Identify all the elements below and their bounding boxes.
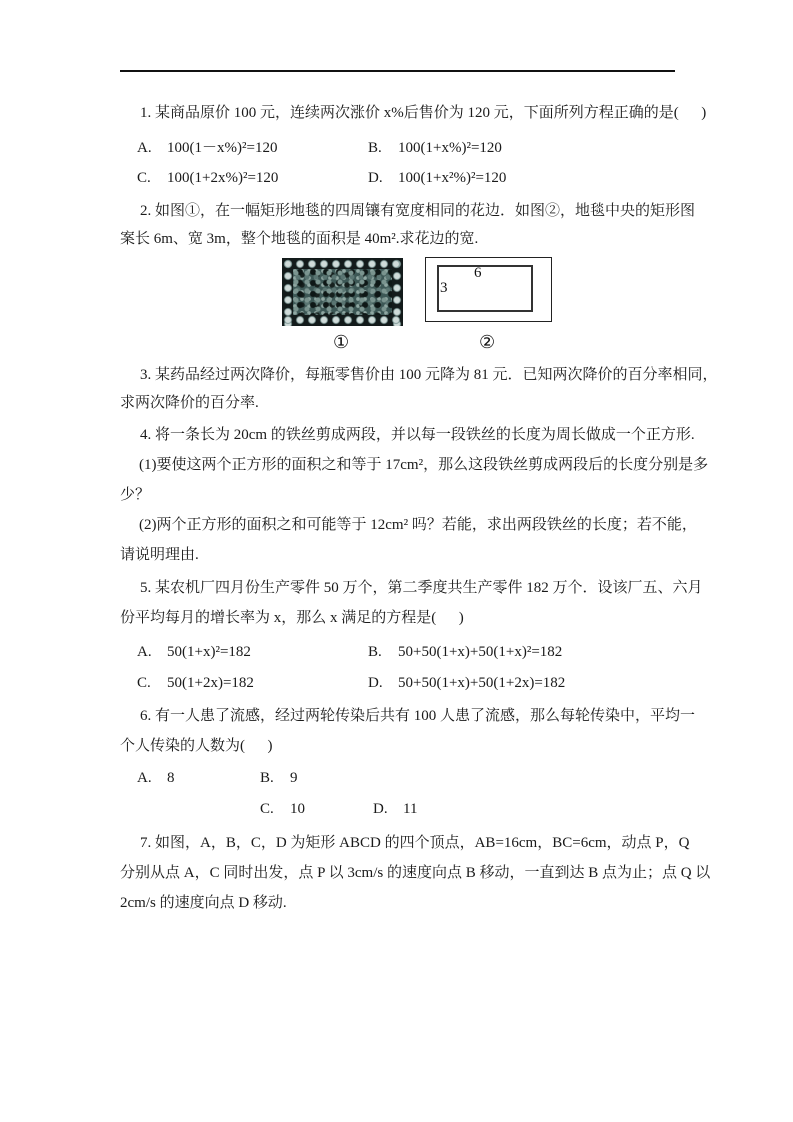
- q6-option-a-text: 8: [167, 770, 175, 786]
- q4-part1-line2: 少？: [120, 487, 151, 503]
- figure1-caption: ①: [333, 332, 350, 352]
- q5-option-a-text: 50(1+x)²=182: [167, 644, 251, 660]
- q6-option-c: [260, 800, 305, 819]
- q4-part2-line1: (2)两个正方形的面积之和可能等于 12cm² 吗？若能，求出两段铁丝的长度；若不能，: [139, 517, 697, 533]
- q5-option-d-text: 50+50(1+x)+50(1+2x)=182: [398, 675, 566, 691]
- q2-line1: 2. 如图①，在一幅矩形地毯的四周镶有宽度相同的花边．如图②，地毯中央的矩形图: [140, 203, 696, 219]
- q7-line3: 2cm/s 的速度向点 D 移动.: [120, 895, 287, 911]
- q5-option-d: [368, 674, 565, 693]
- q6-option-c-text: 10: [290, 801, 305, 817]
- q1-option-d-label: D.: [368, 170, 383, 186]
- q6-option-d-label: D.: [373, 801, 388, 817]
- q6-option-a-label: A.: [137, 770, 152, 786]
- figure2-width-label: 3: [440, 280, 448, 296]
- q1-option-c-label: C.: [137, 170, 151, 186]
- q1-option-b: [368, 139, 502, 158]
- q6-line1: 6. 有一人患了流感，经过两轮传染后共有 100 人患了流感，那么每轮传染中，平均一: [140, 708, 696, 724]
- q1-option-c-text: 100(1+2x%)²=120: [167, 170, 279, 186]
- q6-option-b-text: 9: [290, 770, 298, 786]
- q5-option-b-text: 50+50(1+x)+50(1+x)²=182: [398, 644, 563, 660]
- q5-option-b: [368, 643, 562, 662]
- q5-line1: 5. 某农机厂四月份生产零件 50 万个，第二季度共生产零件 182 万个．设该厂五、六月: [140, 580, 703, 596]
- q6-option-c-label: C.: [260, 801, 274, 817]
- q7-line2: 分别从点 A，C 同时出发，点 P 以 3cm/s 的速度向点 B 移动，一直到达 B 点为止；点 Q 以: [120, 865, 711, 881]
- q5-option-c: [137, 674, 254, 693]
- q3-line1: 3. 某药品经过两次降价，每瓶零售价由 100 元降为 81 元．已知两次降价的百分率相同，: [140, 367, 718, 383]
- q5-option-c-text: 50(1+2x)=182: [167, 675, 254, 691]
- q1-option-a-label: A.: [137, 140, 152, 156]
- q5-option-c-label: C.: [137, 675, 151, 691]
- q1-option-c: [137, 169, 278, 188]
- q5-option-d-label: D.: [368, 675, 383, 691]
- q1-stem: 1. 某商品原价 100 元，连续两次涨价 x%后售价为 120 元，下面所列方程正确的是( ): [140, 105, 707, 121]
- q2-line2: 案长 6m、宽 3m，整个地毯的面积是 40m².求花边的宽.: [120, 231, 479, 247]
- q4-stem: 4. 将一条长为 20cm 的铁丝剪成两段，并以每一段铁丝的长度为周长做成一个正方形.: [140, 427, 695, 443]
- q5-line2: 份平均每月的增长率为 x，那么 x 满足的方程是( ): [120, 610, 464, 626]
- q5-option-a-label: A.: [137, 644, 152, 660]
- q4-part1-line1: (1)要使这两个正方形的面积之和等于 17cm²，那么这段铁丝剪成两段后的长度分别是多: [139, 457, 709, 473]
- figure2-caption: ②: [479, 332, 496, 352]
- q1-option-b-text: 100(1+x%)²=120: [398, 140, 502, 156]
- q1-option-a-text: 100(1－x%)²=120: [167, 140, 278, 156]
- figure2-inner-rect: [437, 265, 533, 312]
- q1-option-b-label: B.: [368, 140, 382, 156]
- figure2-length-label: 6: [474, 265, 482, 281]
- q5-option-a: [137, 643, 251, 662]
- q6-option-b-label: B.: [260, 770, 274, 786]
- q7-line1: 7. 如图，A，B，C，D 为矩形 ABCD 的四个顶点，AB=16cm，BC=6cm，动点 P，Q: [140, 835, 690, 851]
- q6-line2: 个人传染的人数为( ): [120, 738, 273, 754]
- q1-option-d-text: 100(1+x²%)²=120: [398, 170, 507, 186]
- q4-part2-line2: 请说明理由.: [120, 547, 199, 563]
- q5-option-b-label: B.: [368, 644, 382, 660]
- q6-option-d-text: 11: [403, 801, 418, 817]
- q6-option-a: [137, 769, 175, 788]
- q3-line2: 求两次降价的百分率.: [120, 395, 259, 411]
- q1-option-a: [137, 139, 277, 158]
- carpet-image: [282, 258, 403, 326]
- q6-option-d: [373, 800, 417, 819]
- q6-option-b: [260, 769, 298, 788]
- top-horizontal-rule: [120, 70, 675, 72]
- carpet-pattern-center: [293, 269, 392, 315]
- q1-option-d: [368, 169, 506, 188]
